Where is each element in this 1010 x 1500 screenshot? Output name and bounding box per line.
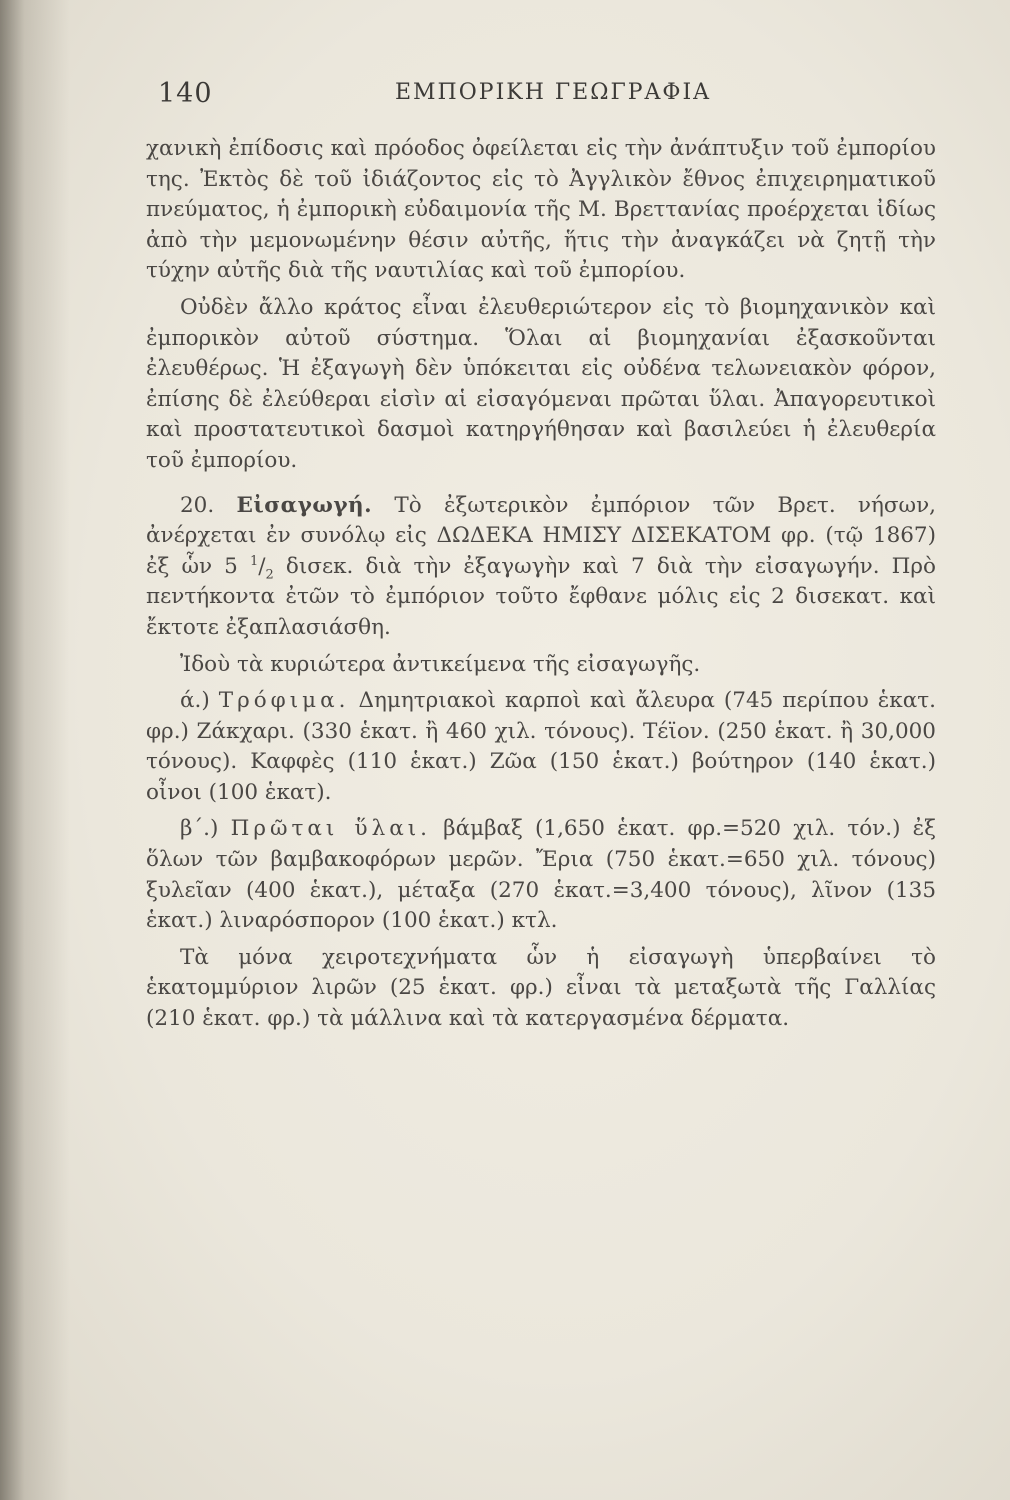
paragraph-raw-materials: [146, 814, 936, 936]
running-title: ΕΜΠΟΡΙΚΗ ΓΕΩΓΡΑΦΙΑ: [394, 80, 712, 105]
list-text-raw-materials: βάμβαξ (1,650 ἑκατ. φρ.=520 χιλ. τόν.) ἐξ ὅλων τῶν βαμβακοφόρων μερῶν. Ἔρια (750 ἑκατ.=650 χιλ. τόνους) ξυλεῖαν (400 ἑκατ.), μέταξα (270 ἑκατ.=3,400 τόνους), λῖνον (135 ἑκατ.) λιναρόσπορον (100 ἑκατ.) κτλ.: [146, 816, 936, 934]
section-text-part-1: Τὸ ἐξωτερικὸν ἐμπόριον τῶν Βρετ. νήσων, ἀνέρχεται ἐν συνόλῳ εἰς ΔΩΔΕΚΑ ΗΜΙΣΥ ΔΙΣΕΚΑΤΟΜ φρ. (τῷ 1867) ἐξ ὧν 5: [146, 492, 936, 579]
page-header: [158, 78, 948, 118]
binding-shadow: [0, 0, 70, 1500]
section-number: 20.: [180, 492, 215, 518]
list-label-a: ά.): [180, 688, 210, 714]
list-heading-raw-materials: Πρῶται ὕλαι.: [230, 816, 431, 842]
section-heading: Εἰσαγωγή.: [236, 492, 373, 518]
list-text-foodstuffs: Δημητριακοὶ καρποὶ καὶ ἄλευρα (745 περίπου ἑκατ. φρ.) Ζάκχαρι. (330 ἑκατ. ἢ 460 χιλ. τόνους). Τέϊον. (250 ἑκατ. ἢ 30,000 τόνους). Καφφὲς (110 ἑκατ.) Ζῶα (150 ἑκατ.) βούτηρον (140 ἑκατ.) οἶνοι (100 ἑκατ).: [146, 688, 936, 805]
list-heading-foodstuffs: Τρόφιμα.: [218, 688, 350, 714]
paragraph-continuation: χανικὴ ἐπίδοσις καὶ πρόοδος ὀφείλεται εἰς τὴν ἀνάπτυξιν τοῦ ἐμπορίου της. Ἐκτὸς δὲ τοῦ ἰδιάζοντος εἰς τὸ Ἀγγλικὸν ἔθνος ἐπιχειρηματικοῦ πνεύματος, ἡ ἐμπορικὴ εὐδαιμονία τῆς Μ. Βρεττανίας προέρχεται ἰδίως ἀπὸ τὴν μεμονωμένην θέσιν αὐτῆς, ἥτις τὴν ἀναγκάζει νὰ ζητῇ τὴν τύχην αὐτῆς διὰ τῆς ναυτιλίας καὶ τοῦ ἐμπορίου.: [146, 136, 936, 284]
paragraph-free-trade: Οὐδὲν ἄλλο κράτος εἶναι ἐλευθεριώτερον εἰς τὸ βιομηχανικὸν καὶ ἐμπορικὸν αὐτοῦ σύστημα. Ὅλαι αἱ βιομηχανίαι ἐξασκοῦνται ἐλευθέρως. Ἡ ἐξαγωγὴ δὲν ὑπόκειται εἰς οὐδένα τελωνειακὸν φόρον, ἐπίσης δὲ ἐλεύθεραι εἰσὶν αἱ εἰσαγόμεναι πρῶται ὕλαι. Ἀπαγορευτικοὶ καὶ προστατευτικοὶ δασμοὶ κατηργήθησαν καὶ βασιλεύει ἡ ἐλευθερία τοῦ ἐμπορίου.: [146, 294, 936, 473]
page-body: [146, 134, 936, 1035]
paragraph-manufactures: Τὰ μόνα χειροτεχνήματα ὧν ἡ εἰσαγωγὴ ὑπερβαίνει τὸ ἑκατομμύριον λιρῶν (25 ἑκατ. φρ.) εἶναι τὰ μεταξωτὰ τῆς Γαλλίας (210 ἑκατ. φρ.) τὰ μάλλινα καὶ τὰ κατεργασμένα δέρματα.: [146, 944, 936, 1032]
page-number: 140: [158, 78, 213, 109]
fraction-numerator: 1: [249, 553, 259, 569]
paragraph-foodstuffs: [146, 686, 936, 808]
list-label-b: β΄.): [180, 816, 219, 842]
section-text-part-2: δισεκ. διὰ τὴν ἐξαγωγὴν καὶ 7 διὰ τὴν εἰσαγωγήν. Πρὸ πεντήκοντα ἐτῶν τὸ ἐμπόριον τοῦτο ἔφθανε μόλις εἰς 2 δισεκατ. καὶ ἔκτοτε ἐξαπλασιάσθη.: [146, 553, 936, 640]
paragraph-imports-section: 20. Εἰσαγωγή. Τὸ ἐξωτερικὸν ἐμπόριον τῶν Βρετ. νήσων, ἀνέρχεται ἐν συνόλῳ εἰς ΔΩΔΕΚΑ ΗΜΙΣΥ ΔΙΣΕΚΑΤΟΜ φρ. (τῷ 1867) ἐξ ὧν 5 $^1/_2$ δισεκ. διὰ τὴν ἐξαγωγὴν καὶ 7 διὰ τὴν εἰσαγωγήν. Πρὸ πεντήκοντα ἐτῶν τὸ ἐμπόριον τοῦτο ἔφθανε μόλις εἰς 2 δισεκατ. καὶ ἔκτοτε ἐξαπλασιάσθη.: [146, 492, 936, 640]
paragraph-main-imports-intro: Ἰδοὺ τὰ κυριώτερα ἀντικείμενα τῆς εἰσαγωγῆς.: [180, 651, 701, 677]
fraction-denominator: 2: [265, 567, 274, 583]
